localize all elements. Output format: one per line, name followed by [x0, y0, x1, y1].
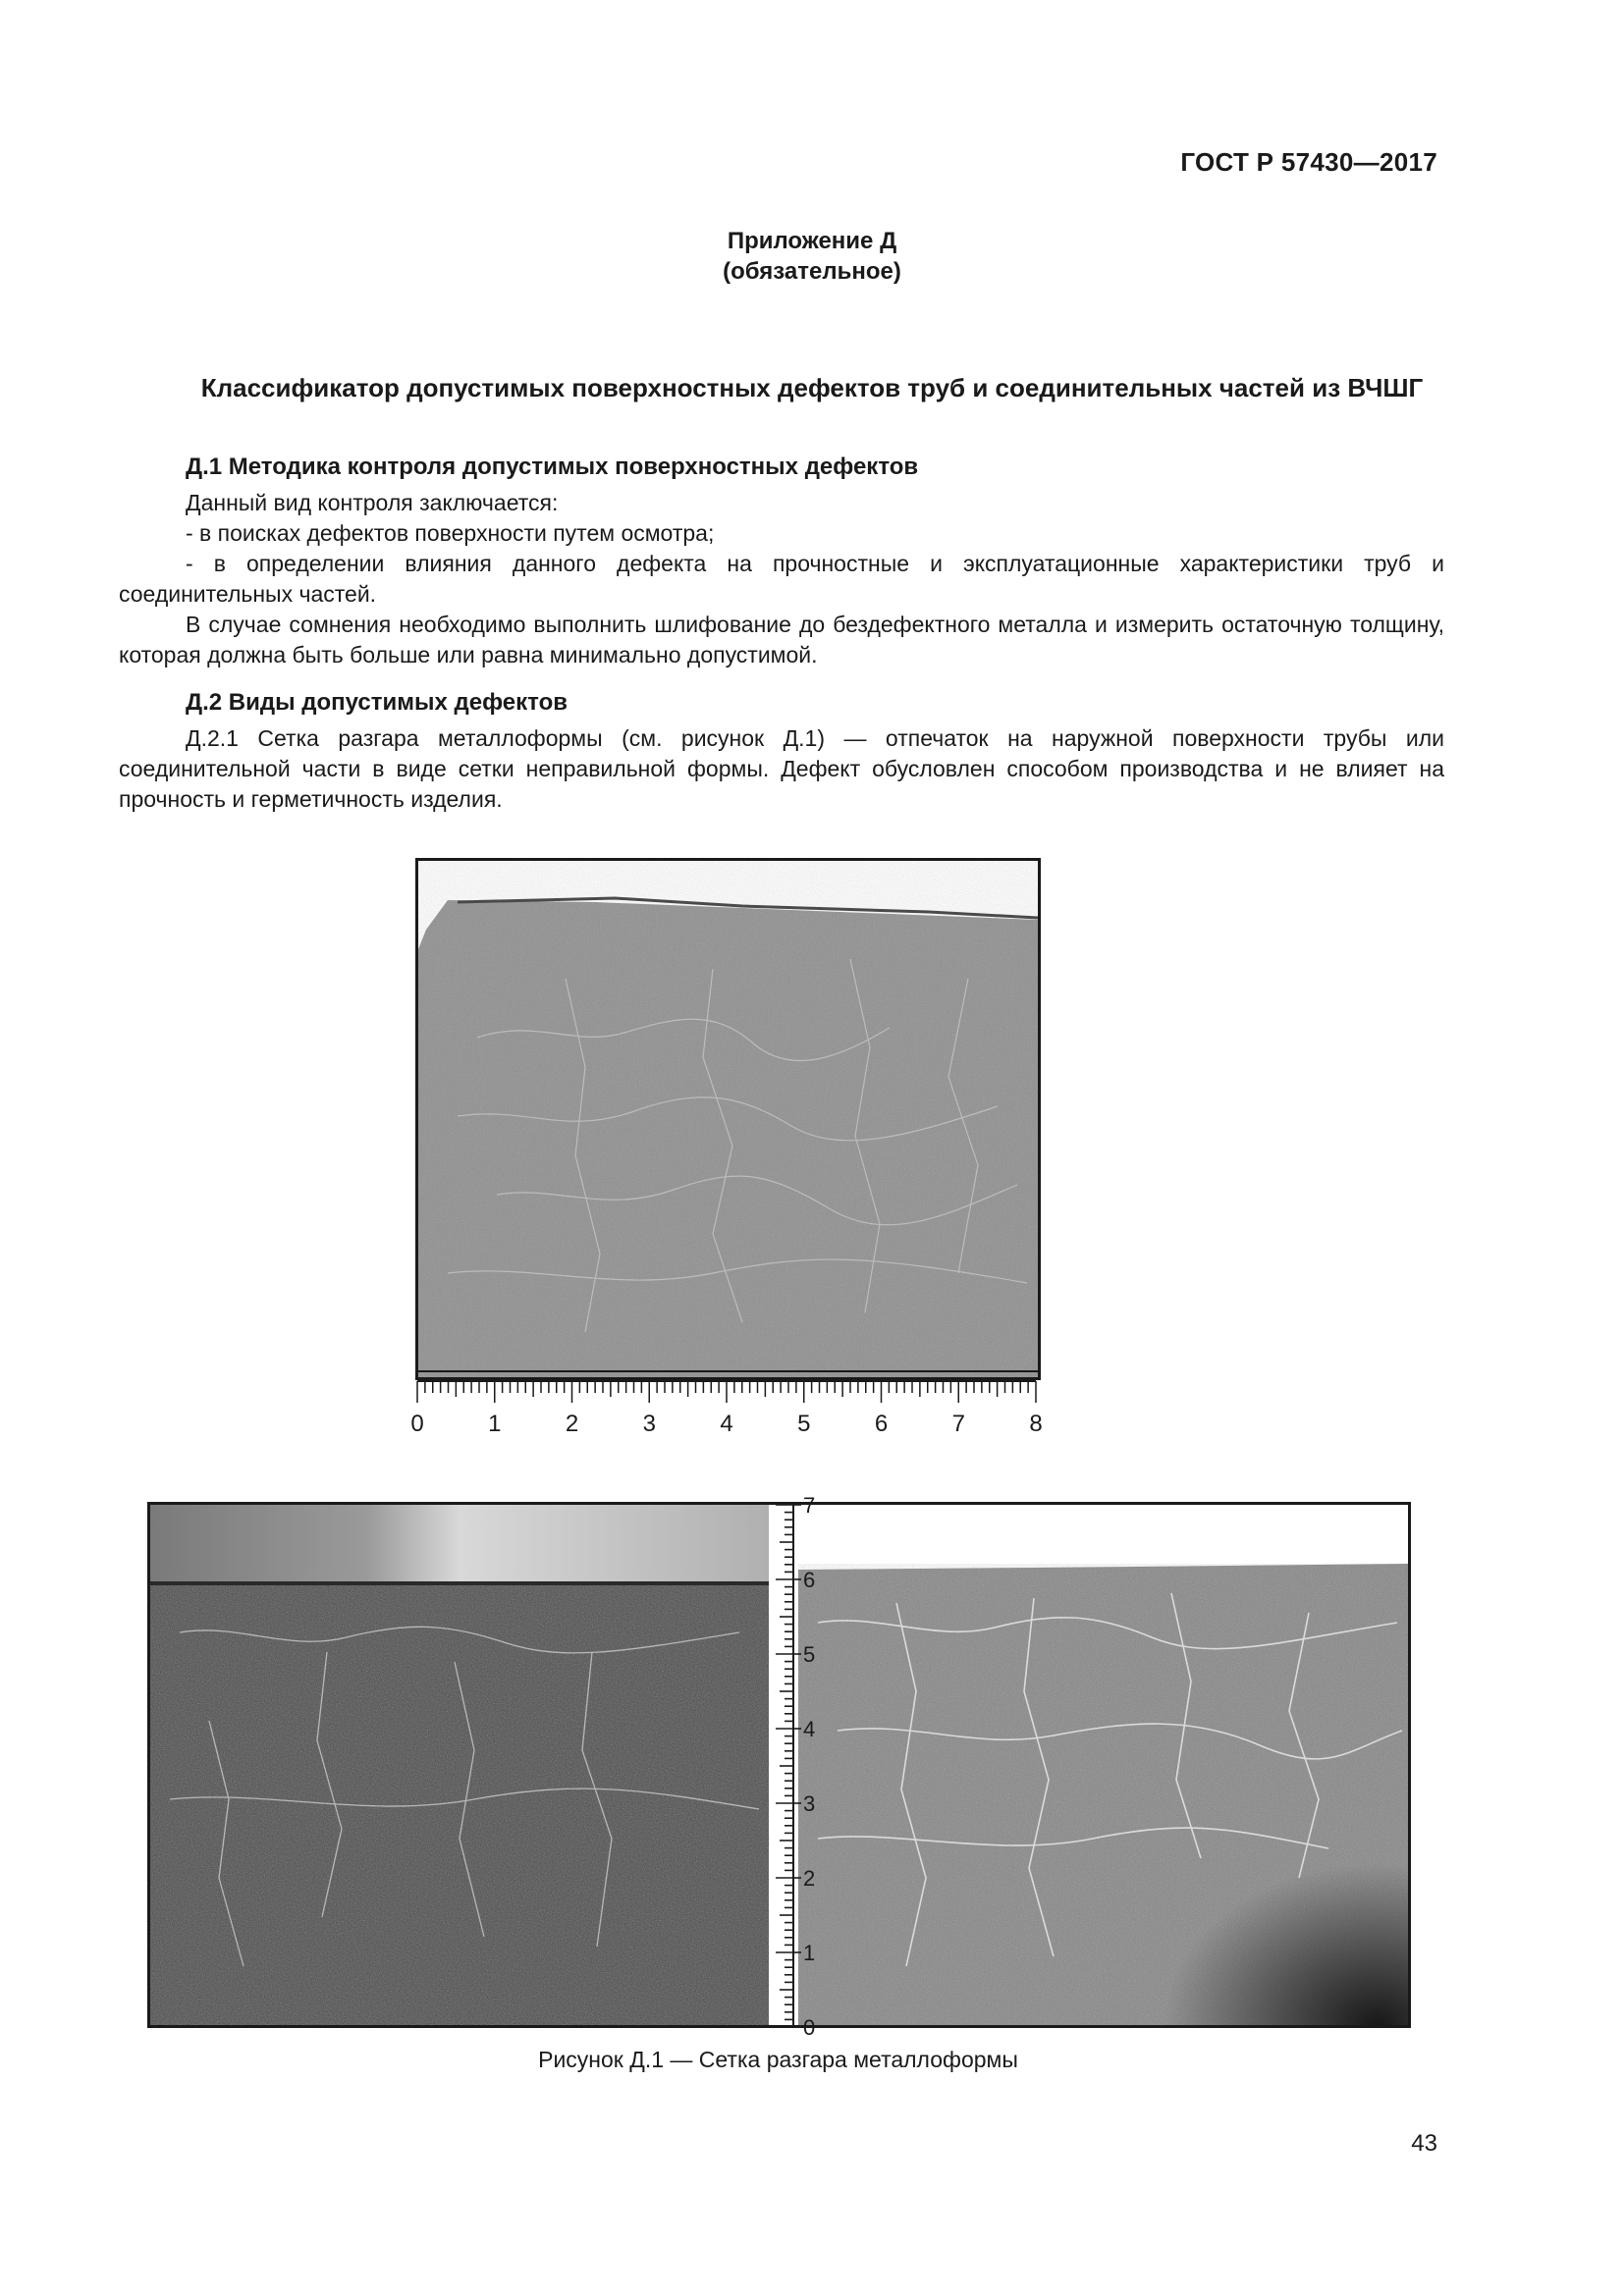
- section-d1-paragraph: Данный вид контроля заключается:: [186, 490, 559, 515]
- scale-side: [766, 1493, 825, 2040]
- figure-caption: Рисунок Д.1 — Сетка разгара металлоформы: [538, 2047, 1018, 2072]
- scale-side-label: 5: [803, 1642, 816, 1667]
- scale-top-label: 1: [488, 1411, 502, 1437]
- section-d2: [119, 687, 1444, 815]
- scale-top-label: 0: [410, 1411, 424, 1437]
- appendix-status: (обязательное): [723, 258, 901, 285]
- section-d1-paragraph: В случае сомнения необходимо выполнить шлифование до бездефектного металла и измерить остаточную толщину, которая должна быть больше или равна минимально допустимой.: [119, 612, 1444, 667]
- surface-photo-top: [418, 861, 1038, 1377]
- scale-top-label: 3: [642, 1411, 656, 1437]
- section-d2-paragraph: Д.2.1 Сетка разгара металлоформы (см. рисунок Д.1) — отпечаток на наружной поверхности трубы или соединительной части в виде сетки неправильной формы. Дефект обусловлен способом производства и не влияет на прочность и герметичность изделия.: [119, 725, 1444, 812]
- appendix-heading: [0, 226, 1624, 287]
- section-d1-list-item: - в поисках дефектов поверхности путем осмотра;: [186, 520, 715, 546]
- scale-top-label: 4: [720, 1411, 733, 1437]
- section-d1-list-item: - в определении влияния данного дефекта на прочностные и эксплуатационные характеристики труб и соединительных частей.: [119, 551, 1444, 607]
- scale-top: [410, 1380, 1054, 1449]
- scale-side-label: 2: [803, 1866, 816, 1891]
- scale-side-label: 6: [803, 1568, 816, 1592]
- scale-top-label: 6: [874, 1411, 889, 1437]
- scale-side-label: 4: [803, 1717, 816, 1741]
- scale-side-label: 0: [803, 2015, 816, 2040]
- scale-side-label: 3: [803, 1791, 816, 1816]
- appendix-title: Приложение Д: [727, 228, 897, 254]
- scale-top-label: 8: [1029, 1411, 1043, 1437]
- scale-top-label: 5: [797, 1411, 811, 1437]
- scale-side-label: 1: [803, 1941, 816, 1965]
- document-title: Классификатор допустимых поверхностных дефектов труб и соединительных частей из ВЧШГ: [200, 373, 1424, 402]
- figure-top-photo: [415, 858, 1041, 1380]
- scale-top-label: 2: [565, 1411, 579, 1437]
- section-d1-heading: Д.1 Методика контроля допустимых поверхностных дефектов: [186, 454, 919, 480]
- scale-side-label: 7: [803, 1493, 816, 1518]
- section-d1: [119, 452, 1444, 670]
- scale-top-label: 7: [951, 1411, 965, 1437]
- section-d2-heading: Д.2 Виды допустимых дефектов: [186, 689, 568, 716]
- standard-number: ГОСТ Р 57430—2017: [1180, 147, 1437, 177]
- page-number: 43: [1411, 2130, 1437, 2157]
